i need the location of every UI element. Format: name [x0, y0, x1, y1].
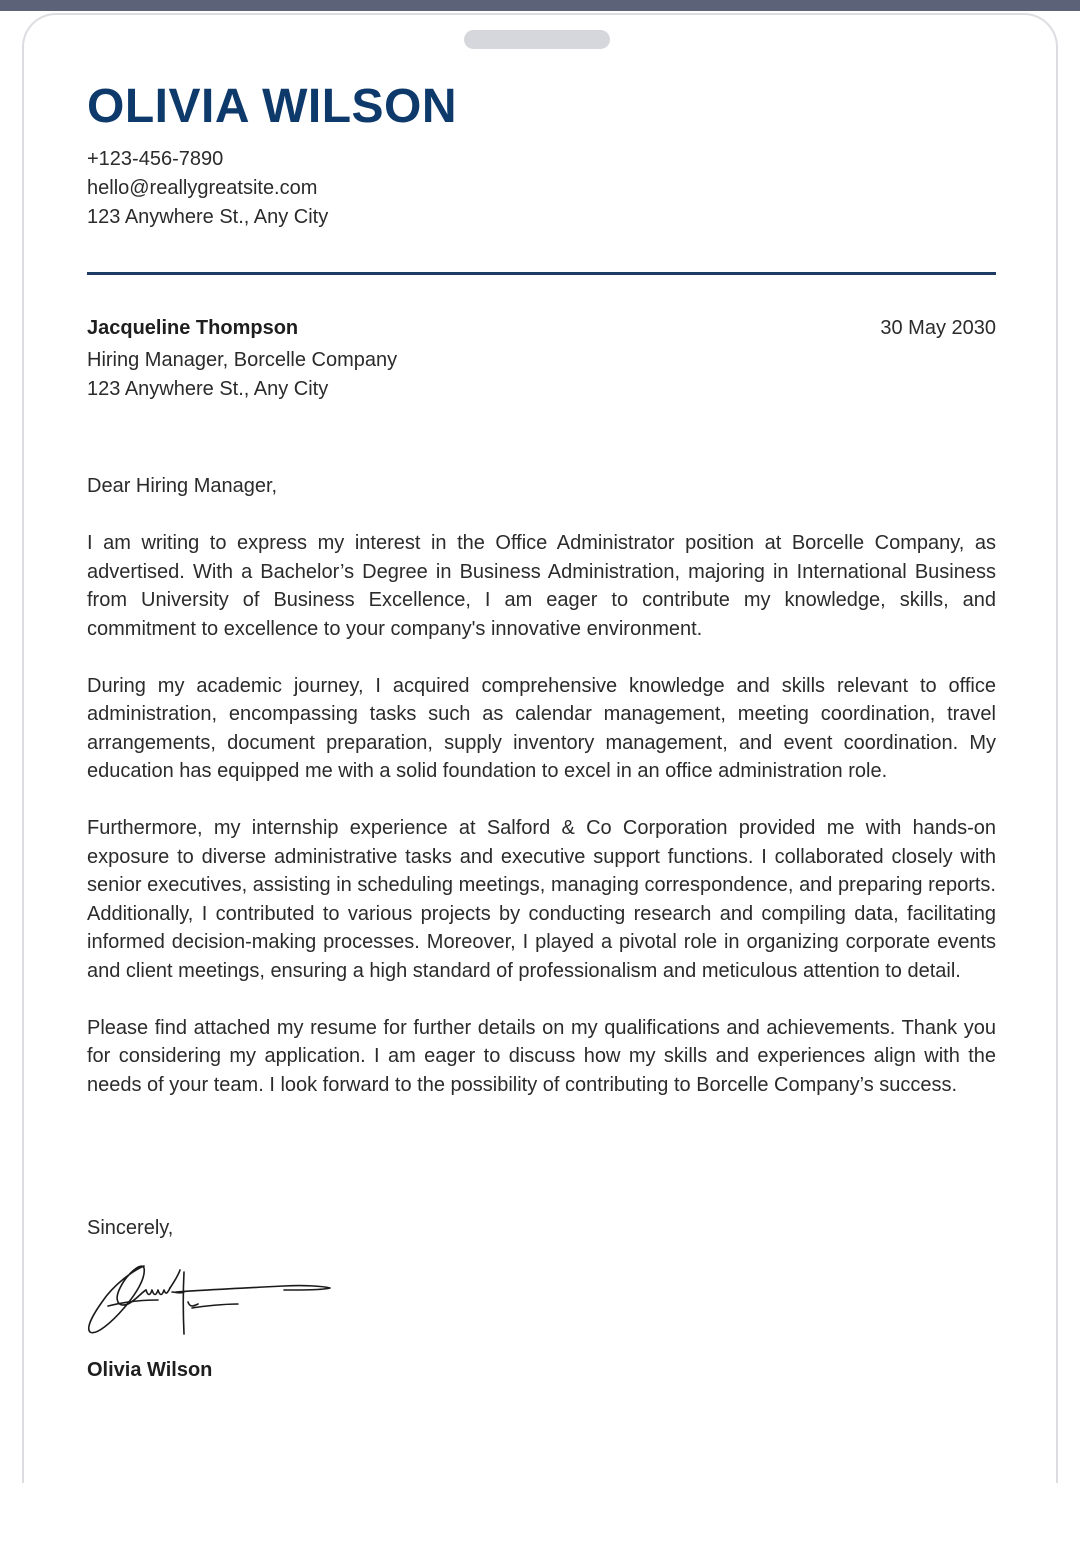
contact-email: hello@reallygreatsite.com	[87, 177, 318, 199]
contact-phone: +123-456-7890	[87, 148, 224, 170]
recipient-block	[87, 314, 397, 404]
window-top-strip	[0, 0, 1080, 11]
letter-date: 30 May 2030	[880, 317, 996, 339]
body-paragraph-3: Furthermore, my internship experience at Salford & Co Corporation provided me with hands-on exposure to diverse administrative tasks and executive support functions. I collaborated closely with senior executives, assisting in scheduling meetings, managing correspondence, and preparing reports. Additionally, I contributed to various projects by conducting research and compiling data, facilitating informed decision-making processes. Moreover, I played a pivotal role in organizing corporate events and client meetings, ensuring a high standard of professionalism and meticulous attention to detail.	[87, 817, 996, 982]
recipient-name: Jacqueline Thompson	[87, 317, 299, 339]
body-paragraph-2: During my academic journey, I acquired comprehensive knowledge and skills relevant to office administration, encompassing tasks such as calendar management, meeting coordination, travel arrangements, document preparation, supply inventory management, and event coordination. My education has equipped me with a solid foundation to excel in an office administration role.	[87, 674, 996, 782]
body-paragraph-4: Please find attached my resume for further details on my qualifications and achievements. Thank you for considering my application. I am eager to discuss how my skills and experiences align with the needs of your team. I look forward to the possibility of contributing to Borcelle Company’s success.	[87, 1016, 996, 1096]
handwritten-signature	[84, 1262, 339, 1342]
recipient-address: 123 Anywhere St., Any City	[87, 378, 329, 400]
body-paragraph-1: I am writing to express my interest in the Office Administrator position at Borcelle Company, as advertised. With a Bachelor’s Degree in Business Administration, majoring in International Business from University of Business Excellence, I am eager to contribute my knowledge, skills, and commitment to excellence to your company's innovative environment.	[87, 532, 996, 640]
letter-body	[87, 529, 996, 1128]
closing: Sincerely,	[87, 1217, 174, 1239]
signer-name: Olivia Wilson	[87, 1359, 213, 1381]
contact-address: 123 Anywhere St., Any City	[87, 206, 329, 228]
recipient-title: Hiring Manager, Borcelle Company	[87, 349, 398, 371]
applicant-name-heading: OLIVIA WILSON	[87, 80, 458, 133]
contact-info	[87, 145, 328, 232]
header-divider	[87, 272, 996, 275]
sheet-drag-handle[interactable]	[464, 30, 610, 49]
salutation: Dear Hiring Manager,	[87, 475, 278, 497]
